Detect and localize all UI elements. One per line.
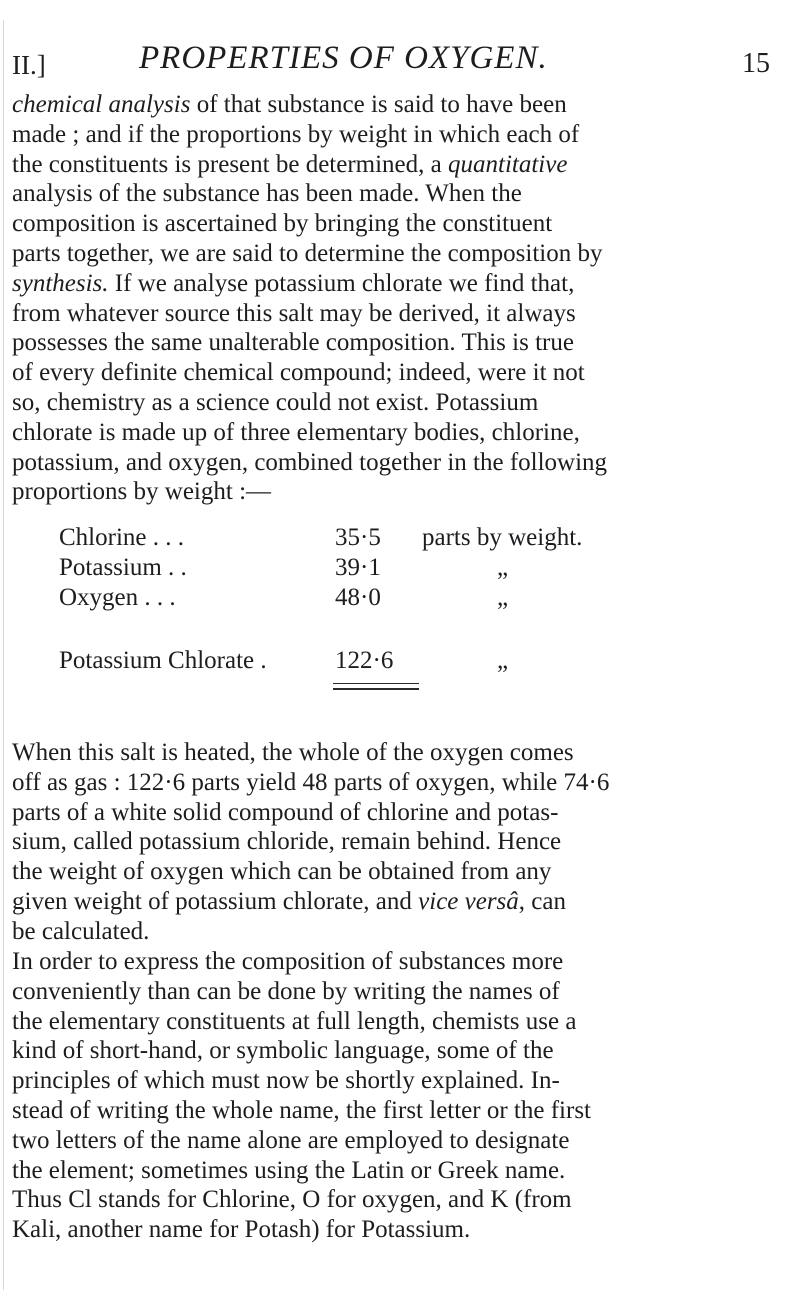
- total-name: Potassium Chlorate .: [59, 647, 267, 674]
- line-text: kind of short-hand, or symbolic language, some of the: [12, 1037, 554, 1065]
- line-text: analysis of the substance has been made. When the: [12, 180, 522, 208]
- line-text: In order to express the composition of substances more: [12, 948, 564, 975]
- total-underline: [333, 688, 419, 690]
- text-line: [12, 1066, 788, 1096]
- line-text: from whatever source this salt may be derived, it always: [12, 299, 576, 327]
- paragraph-heating: [12, 738, 788, 947]
- line-text: Kali, another name for Potash) for Potassium.: [12, 1216, 471, 1244]
- text-line: [12, 1215, 788, 1245]
- ditto-mark: „: [497, 647, 509, 674]
- paragraph-symbols: [12, 947, 788, 1245]
- running-header: [0, 40, 801, 84]
- text-line: [12, 388, 788, 418]
- line-text: of that substance is said to have been: [190, 91, 567, 118]
- text-line: [12, 209, 788, 239]
- page-number: 15: [742, 48, 770, 79]
- chapter-number: II.]: [12, 50, 46, 80]
- line-text: Thus Cl stands for Chlorine, O for oxygen, and K (from: [12, 1186, 572, 1214]
- line-text: When this salt is heated, the whole of the oxygen comes: [12, 739, 574, 766]
- text-line: [12, 798, 788, 828]
- component-value: 39·1: [335, 554, 381, 581]
- line-text: chlorate is made up of three elementary bodies, chlorine,: [12, 418, 580, 446]
- sum-rule: [333, 683, 419, 684]
- text-line: [12, 917, 788, 947]
- component-unit: parts by weight.: [422, 524, 583, 551]
- text-line: [12, 1036, 788, 1066]
- text-line: [12, 477, 788, 507]
- component-value: 48·0: [335, 584, 381, 611]
- text-line: [12, 179, 788, 209]
- paragraph-analysis-synthesis: [12, 90, 788, 507]
- line-text: two letters of the name alone are employed to designate: [12, 1126, 570, 1154]
- text-line: [12, 827, 788, 857]
- total-value: 122·6: [335, 647, 394, 674]
- italic-term: chemical analysis: [12, 91, 191, 118]
- text-line: [12, 328, 788, 358]
- line-text: of every definite chemical compound; indeed, were it not: [12, 359, 585, 387]
- text-line: [12, 738, 788, 768]
- line-text: , can: [518, 887, 566, 915]
- line-text: the weight of oxygen which can be obtained from any: [12, 858, 552, 886]
- running-title: PROPERTIES OF OXYGEN.: [139, 40, 548, 76]
- table-row: [0, 554, 801, 584]
- text-line: [12, 269, 788, 299]
- ditto-mark: „: [497, 584, 509, 611]
- line-text: parts of a white solid compound of chlorine and potas-: [12, 798, 559, 826]
- line-text: stead of writing the whole name, the first letter or the first: [12, 1096, 591, 1124]
- text-line: [12, 977, 788, 1007]
- text-line: [12, 887, 788, 917]
- italic-term: vice versâ: [418, 887, 519, 915]
- table-row: [0, 524, 801, 554]
- ditto-mark: „: [497, 554, 509, 581]
- text-line: [12, 947, 788, 977]
- italic-term: quantitative: [448, 150, 568, 178]
- line-text: the elementary constituents at full length, chemists use a: [12, 1007, 577, 1035]
- text-line: [12, 90, 788, 120]
- text-line: [12, 1156, 788, 1186]
- component-name: Chlorine . . .: [59, 524, 184, 551]
- italic-term: synthesis.: [12, 269, 109, 297]
- line-text: be calculated.: [12, 917, 150, 945]
- text-line: [12, 358, 788, 388]
- line-text: principles of which must now be shortly explained. In-: [12, 1067, 560, 1095]
- text-line: [12, 448, 788, 478]
- line-text: given weight of potassium chlorate, and: [12, 887, 419, 915]
- line-text: made ; and if the proportions by weight in which each of: [12, 120, 580, 148]
- text-line: [12, 857, 788, 887]
- text-line: [12, 299, 788, 329]
- line-text: off as gas : 122·6 parts yield 48 parts of oxygen, while 74·6: [12, 768, 610, 796]
- table-row: [0, 584, 801, 614]
- table-total-row: [0, 647, 801, 677]
- line-text: sium, called potassium chloride, remain behind. Hence: [12, 828, 562, 856]
- line-text: parts together, we are said to determine the composition by: [12, 239, 603, 267]
- component-name: Potassium . .: [59, 554, 187, 581]
- component-value: 35·5: [335, 524, 381, 551]
- line-text: If we analyse potassium chlorate we find that,: [108, 269, 575, 297]
- line-text: potassium, and oxygen, combined together in the following: [12, 448, 608, 476]
- line-text: possesses the same unalterable composition. This is true: [12, 329, 574, 357]
- line-text: proportions by weight :—: [12, 478, 272, 506]
- component-name: Oxygen . . .: [59, 584, 176, 611]
- text-line: [12, 120, 788, 150]
- line-text: the element; sometimes using the Latin or Greek name.: [12, 1156, 566, 1184]
- text-line: [12, 1096, 788, 1126]
- line-text: the constituents is present be determined, a: [12, 150, 448, 178]
- line-text: composition is ascertained by bringing the constituent: [12, 210, 553, 238]
- line-text: conveniently than can be done by writing the names of: [12, 977, 560, 1005]
- text-line: [12, 150, 788, 180]
- text-line: [12, 418, 788, 448]
- line-text: so, chemistry as a science could not exist. Potassium: [12, 388, 539, 416]
- text-line: [12, 1185, 788, 1215]
- text-line: [12, 768, 788, 798]
- text-line: [12, 1126, 788, 1156]
- text-line: [12, 1007, 788, 1037]
- text-line: [12, 239, 788, 269]
